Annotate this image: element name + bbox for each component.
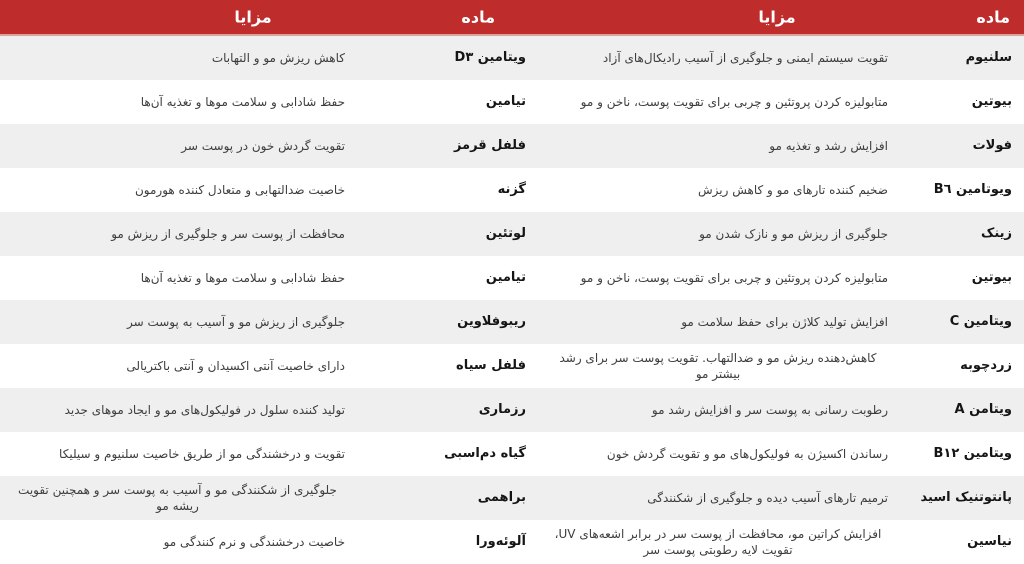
table-row — [0, 432, 1024, 476]
benefit-cell-right: تقویت سیستم ایمنی و جلوگیری از آسیب رادیکال‌های آزاد — [602, 51, 888, 65]
table-row — [0, 212, 1024, 256]
benefit-cell-left: خاصیت ضدالتهابی و متعادل کننده هورمون — [134, 183, 345, 197]
benefit-cell-left: جلوگیری از شکنندگی مو و آسیب به پوست سر و همچنین تقویت ریشه مو — [18, 483, 337, 513]
benefit-cell-left: تقویت و درخشندگی مو از طریق خاصیت سلنیوم و سیلیکا — [59, 447, 345, 461]
benefit-cell-left: تولید کننده سلول در فولیکول‌های مو و ایجاد موهای جدید — [64, 403, 345, 417]
ingredient-cell-left: براهمی — [477, 490, 526, 505]
benefit-cell-right: رساندن اکسیژن به فولیکول‌های مو و تقویت گردش خون — [606, 447, 888, 461]
benefit-cell-right: افزایش رشد و تغذیه مو — [769, 139, 888, 153]
table-row — [0, 388, 1024, 432]
ingredient-cell-left: تیامین — [485, 270, 526, 285]
ingredient-cell-right: بیوتین — [971, 270, 1012, 285]
table-row — [0, 36, 1024, 80]
ingredient-cell-right: ویتامین B۱۲ — [933, 446, 1012, 461]
header-ingredient-left: ماده — [461, 7, 495, 27]
benefit-cell-right: افزایش کراتین مو، محافظت از پوست سر در برابر اشعه‌های UV، تقویت لایه رطوبتی پوست سر — [554, 527, 882, 557]
ingredient-cell-left: گزنه — [497, 182, 526, 197]
benefit-cell-left: خاصیت درخشندگی و نرم کنندگی مو — [163, 535, 345, 549]
table-row — [0, 300, 1024, 344]
benefit-cell-right: رطوبت رسانی به پوست سر و افزایش رشد مو — [651, 403, 888, 417]
ingredient-cell-left: تیامین — [485, 94, 526, 109]
ingredient-cell-right: ویوتامین B٦ — [933, 182, 1012, 197]
ingredient-cell-left: ویتامین D۳ — [454, 50, 526, 65]
ingredient-cell-left: لوتئین — [485, 226, 526, 241]
benefit-cell-left: تقویت گردش خون در پوست سر — [181, 139, 345, 153]
benefit-cell-left: کاهش ریزش مو و التهابات — [211, 51, 345, 65]
ingredient-cell-right: فولات — [972, 138, 1012, 153]
ingredient-cell-left: ریبوفلاوین — [457, 314, 526, 329]
ingredient-cell-left: فلفل سیاه — [456, 358, 526, 373]
benefit-cell-right: ضخیم کننده تارهای مو و کاهش ریزش — [698, 183, 888, 197]
header-benefits-right: مزایا — [758, 7, 796, 27]
benefit-cell-left: محافظت از پوست سر و جلوگیری از ریزش مو — [111, 227, 345, 241]
benefit-cell-right: جلوگیری از ریزش مو و نازک شدن مو — [699, 227, 888, 241]
ingredient-cell-right: بیوتین — [971, 94, 1012, 109]
ingredient-cell-left: رزماری — [478, 402, 526, 417]
header-ingredient-right: ماده — [976, 7, 1010, 27]
benefit-cell-right: متابولیزه کردن پروتئین و چربی برای تقویت پوست، ناخن و مو — [580, 95, 888, 109]
table-row — [0, 476, 1024, 520]
ingredient-cell-right: پانتوتنیک اسید — [920, 490, 1012, 505]
table-header — [0, 0, 1024, 36]
ingredient-cell-right: نیاسین — [967, 534, 1012, 549]
table-row — [0, 344, 1024, 388]
benefit-cell-right: کاهش‌دهنده ریزش مو و ضدالتهاب. تقویت پوست سر برای رشد بیشتر مو — [559, 351, 877, 381]
ingredient-cell-right: زردچوبه — [960, 358, 1012, 373]
benefit-cell-left: دارای خاصیت آنتی اکسیدان و آنتی باکتریالی — [126, 359, 345, 373]
benefit-cell-left: جلوگیری از ریزش مو و آسیب به پوست سر — [126, 315, 345, 329]
benefit-cell-left: حفظ شادابی و سلامت موها و تغذیه آن‌ها — [140, 271, 345, 285]
table-row — [0, 168, 1024, 212]
ingredient-cell-left: گیاه دم‌اسبی — [444, 446, 526, 461]
benefit-cell-right: افزایش تولید کلاژن برای حفظ سلامت مو — [681, 315, 888, 329]
benefit-cell-right: ترمیم تارهای آسیب دیده و جلوگیری از شکنندگی — [647, 491, 888, 505]
ingredient-cell-right: زینک — [981, 226, 1012, 241]
table-row — [0, 256, 1024, 300]
ingredient-cell-right: ویتامن A — [954, 402, 1012, 417]
benefit-cell-right: متابولیزه کردن پروتئین و چربی برای تقویت پوست، ناخن و مو — [580, 271, 888, 285]
table-row — [0, 520, 1024, 564]
table-body — [0, 36, 1024, 564]
ingredient-cell-right: ویتامین C — [949, 314, 1012, 329]
header-benefits-left: مزایا — [234, 7, 272, 27]
benefit-cell-left: حفظ شادابی و سلامت موها و تغذیه آن‌ها — [140, 95, 345, 109]
table-row — [0, 124, 1024, 168]
ingredient-cell-right: سلنیوم — [965, 50, 1012, 65]
ingredient-cell-left: فلفل قرمز — [453, 138, 526, 153]
table-row — [0, 80, 1024, 124]
ingredient-cell-left: آلوئه‌ورا — [475, 534, 526, 549]
